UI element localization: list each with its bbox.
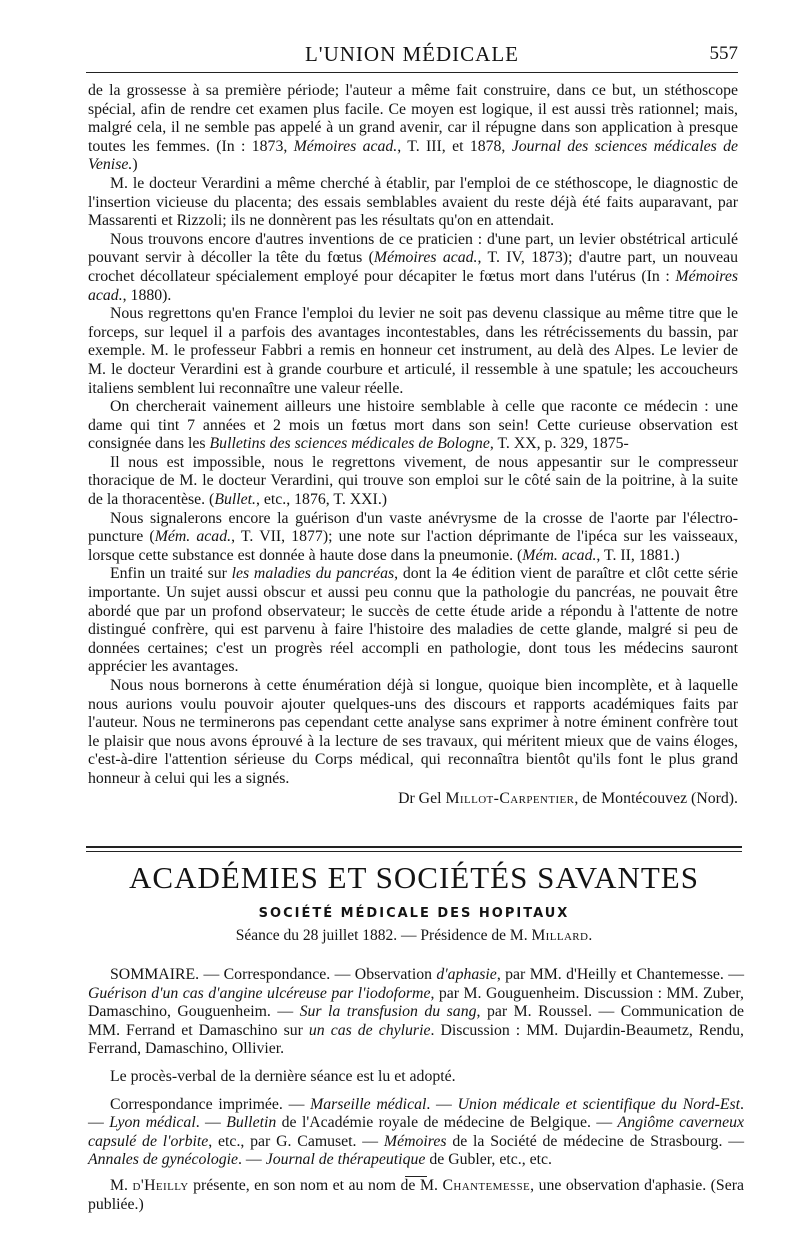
section-title: ACADÉMIES ET SOCIÉTÉS SAVANTES <box>129 860 699 895</box>
proces-verbal: Le procès-verbal de la dernière séance est lu et adopté. <box>110 1067 456 1085</box>
section-rule <box>86 846 742 852</box>
correspondance: Correspondance imprimée. — Marseille médical. — Union médicale et scientifique du Nord-Est. — Lyon médical. — Bulletin de l'Académie royale de médecine de Belgique. — Angiôme caverneux capsulé de l'orbite, etc., par G. Camuset. — Mémoires de la Société de médecine de Strasbourg. — Annales de gynécologie. — Journal de thérapeutique de Gubler, etc., etc. <box>88 1095 744 1169</box>
paragraph-placenta: M. le docteur Verardini a même cherché à établir, par l'emploi de ce stéthoscope, le diagnostic de l'insertion vicieuse du placenta; des essais semblables avaient du reste déjà été faits auparavant, par Massarenti et Rizzoli; ils ne donnèrent pas les résultats qu'on en attendait. <box>88 174 738 230</box>
header-rule <box>86 72 738 73</box>
minutes-body <box>88 966 744 1214</box>
final-paragraph: M. d'Heilly présente, en son nom et au nom de M. Chantemesse, une observation d'aphasie. (Sera publiée.) <box>88 1176 744 1213</box>
section-header <box>86 846 742 945</box>
paragraph-levier: Nous regrettons qu'en France l'emploi du levier ne soit pas devenu classique au même titre que le forceps, sur lequel il a parfois des avantages incontestables, dans les rétrécissements du bassin, par exemple. M. le professeur Fabbri a remis en honneur cet instrument, au delà des Alpes. Le levier de M. le docteur Verardini est à grande courbure et articulé, il ressemble à une spatule; les accoucheurs italiens semblent lui reconnaître une valeur réelle. <box>88 305 738 397</box>
paragraph-compresseur: Il nous est impossible, nous le regrettons vivement, de nous appesantir sur le compresseur thoracique de M. le docteur Verardini, qui trouve son emploi sur le côté sain de la poitrine, à la suite de la thoracentèse. (Bullet., etc., 1876, T. XXI.) <box>88 453 738 509</box>
society-name: SOCIÉTÉ MÉDICALE DES HOPITAUX <box>258 906 570 921</box>
sommaire: SOMMAIRE. — Correspondance. — Observation d'aphasie, par MM. d'Heilly et Chantemesse. — Guérison d'un cas d'angine ulcéreuse par l'iodoforme, par M. Gouguenheim. Discussion : MM. Zuber, Damaschino, Gouguenheim. — Sur la transfusion du sang, par M. Roussel. — Communication de MM. Ferrand et Damaschino sur un cas de chylurie. Discussion : MM. Dujardin-Beaumetz, Rendu, Ferrand, Damaschino, Ollivier. <box>88 966 744 1058</box>
running-title: L'UNION MÉDICALE <box>304 42 519 66</box>
paragraph-histoire: On chercherait vainement ailleurs une histoire semblable à celle que raconte ce médecin : une dame qui tint 7 années et 2 mois un fœtus mort dans son sein! Cette curieuse observation est consignée dans les Bulletins des sciences médicales de Bologne, T. XX, p. 329, 1875- <box>88 398 738 453</box>
paragraph-pancreas: Enfin un traité sur les maladies du pancréas, dont la 4e édition vient de paraître et clôt cette série importante. Un sujet aussi obscur et aussi peu connu que la pathologie du pancréas, ne pouvait être abordé que par un profond observateur; le succès de cette étude aride a répondu à l'attente de notre distingué confrère, qui est parvenu à faire l'histoire des maladies de cette glande, malgré si peu de données certaines; c'est un progrès réel accompli en pathologie, dont tous les médecins sauront apprécier les avantages. <box>88 565 738 676</box>
seance-line: Séance du 28 juillet 1882. — Présidence de M. Millard. <box>235 927 593 944</box>
page-header <box>86 40 738 70</box>
paragraph-conclusion: Nous nous bornerons à cette énumération déjà si longue, quoique bien incomplète, et à laquelle nous aurions voulu pouvoir ajouter quelques-uns des discours et rapports académiques faits par l'auteur. Nous ne terminerons pas cependant cette analyse sans exprimer à notre éminent confrère tout le plaisir que nous avons éprouvé à la lecture de ses travaux, qui méritent mieux que de vains éloges, c'est-à-dire l'attention sérieuse du Corps médical, qui reconnaîtra bientôt qu'ils font le plus grand honneur à celui qui les a signés. <box>88 677 738 787</box>
article-body <box>88 82 738 808</box>
paragraph-anevrysme: Nous signalerons encore la guérison d'un vaste anévrysme de la crosse de l'aorte par l'électro-puncture (Mém. acad., T. VII, 1877); une note sur l'action déprimante de l'ipéca sur les vaisseaux, lorsque cette substance est donnée à haute dose dans la pneumonie. (Mém. acad., T. II, 1881.) <box>88 509 739 564</box>
paragraph-grossesse: de la grossesse à sa première période; l'auteur a même fait construire, dans ce but, un stéthoscope spécial, afin de rendre cet examen plus facile. Ce moyen est logique, il est aussi très rationnel; mais, malgré cela, il ne semble pas appelé à un grand avenir, car il répugne dans son application à presque toutes les femmes. (In : 1873, Mémoires acad., T. III, et 1878, Journal des sciences médicales de Venise.) <box>88 82 738 174</box>
signature: Dr Gel Millot-Carpentier, de Montécouvez (Nord). <box>398 789 738 807</box>
paragraph-inventions: Nous trouvons encore d'autres inventions de ce praticien : d'une part, un levier obstétrical articulé pouvant servir à décoller la tête du fœtus (Mémoires acad., T. IV, 1873); d'autre part, un nouveau crochet décollateur spécialement employé pour décapiter le fœtus mort dans l'utérus (In : Mémoires acad., 1880). <box>88 230 738 304</box>
page-number: 557 <box>709 43 738 64</box>
